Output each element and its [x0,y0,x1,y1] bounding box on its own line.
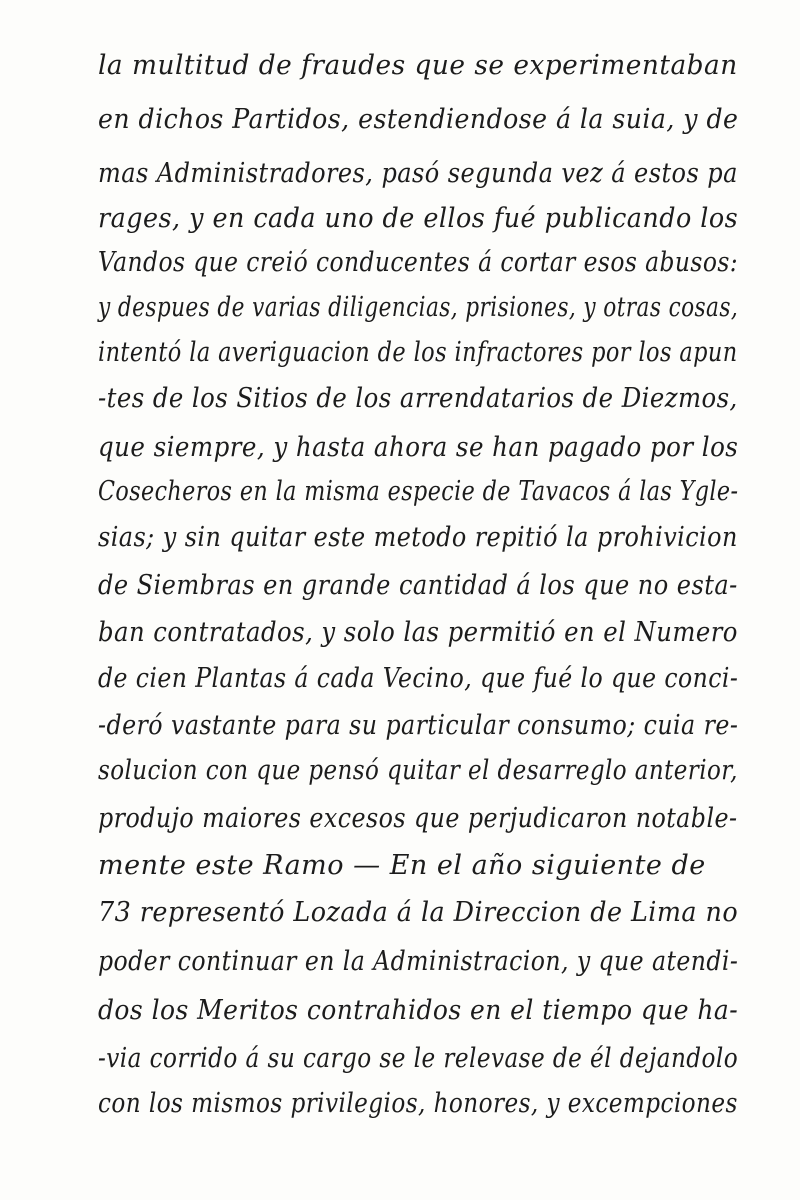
manuscript-line: sias; y sin quitar este metodo repitió la prohivicion [98,522,738,553]
manuscript-line: Cosecheros en la misma especie de Tavacos á las Ygle- [98,476,739,507]
manuscript-line: de Siembras en grande cantidad á los que no esta- [98,570,738,601]
manuscript-line: -via corrido á su cargo se le relevase de él dejandolo [98,1043,739,1074]
manuscript-line: produjo maiores excesos que perjudicaron notable- [98,803,738,834]
manuscript-line: ban contratados, y solo las permitió en el Numero [98,617,738,648]
manuscript-line: mente este Ramo — En el año siguiente de [98,850,706,881]
manuscript-line: poder continuar en la Administracion, y que atendi- [98,946,739,977]
manuscript-line: dos los Meritos contrahidos en el tiempo que ha- [98,995,739,1026]
manuscript-line: en dichos Partidos, estendiendose á la suia, y de [98,104,739,135]
manuscript-line: intentó la averiguacion de los infractores por los apun [98,337,738,368]
manuscript-line: rages, y en cada uno de ellos fué publicando los [98,203,739,234]
manuscript-line: con los mismos privilegios, honores, y excempciones [98,1088,738,1119]
manuscript-line: -deró vastante para su particular consumo; cuia re- [98,710,739,741]
manuscript-line: mas Administradores, pasó segunda vez á estos pa [98,158,738,189]
manuscript-line: la multitud de fraudes que se experimentaban [98,50,738,81]
manuscript-line: y despues de varias diligencias, prisiones, y otras cosas, [98,292,739,323]
manuscript-line: de cien Plantas á cada Vecino, que fué lo que conci- [98,663,739,694]
manuscript-line: -tes de los Sitios de los arrendatarios de Diezmos, [98,383,738,414]
manuscript-line: que siempre, y hasta ahora se han pagado por los [98,432,739,463]
manuscript-line: Vandos que creió conducentes á cortar esos abusos: [98,247,739,278]
manuscript-line: solucion con que pensó quitar el desarreglo anterior, [98,755,738,786]
manuscript-line: 73 representó Lozada á la Direccion de Lima no [98,897,739,928]
